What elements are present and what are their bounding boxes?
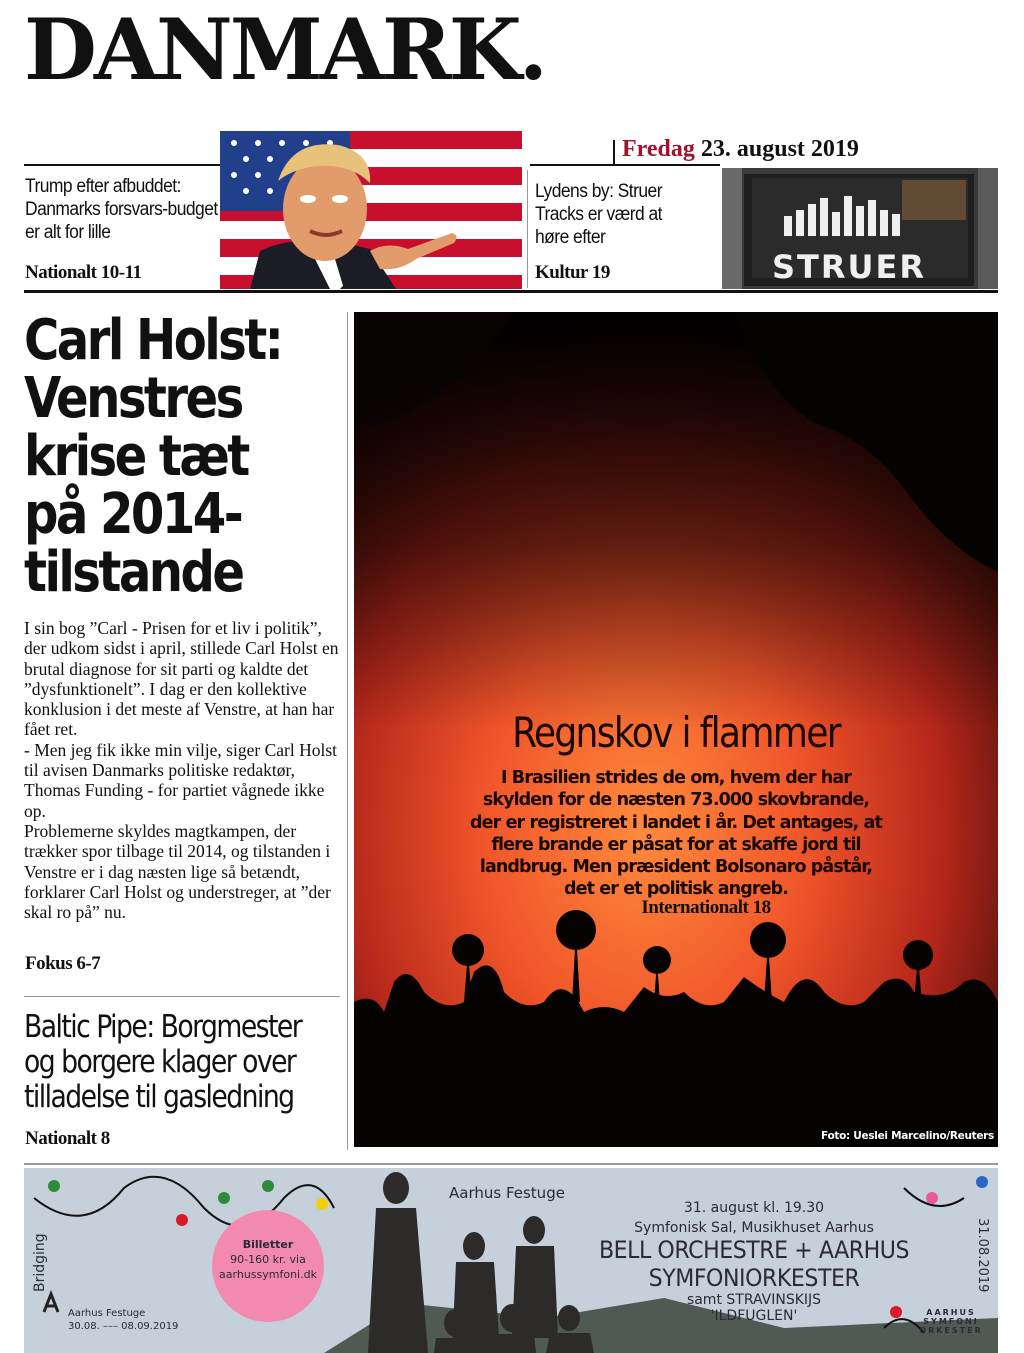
lead-ref: Fokus 6-7 xyxy=(25,953,101,974)
orchestra-logo-line: ORKESTER xyxy=(919,1326,983,1335)
feature-title[interactable]: Regnskov i flammer xyxy=(512,708,840,757)
struer-sign: STRUER xyxy=(772,248,926,286)
ad-title-line1: BELL ORCHESTRE + AARHUS xyxy=(598,1236,910,1264)
masthead-title: DANMARK. xyxy=(24,0,546,99)
lead-headline-line: Venstres xyxy=(24,366,242,431)
teaser-rule-right xyxy=(530,164,720,166)
dateline-date: 23. august 2019 xyxy=(700,136,859,162)
secondary-headline[interactable] xyxy=(24,1010,359,1115)
lead-paragraph: - Men jeg fik ikke min vilje, siger Carl Holst til avisen Danmarks politiske redaktør, Thomas Funding - for partiet vågnede ikke op. xyxy=(24,739,338,821)
orchestra-logo-line: AARHUS xyxy=(926,1308,976,1317)
column-separator xyxy=(347,312,348,1150)
ad-festival-dates: 30.08. ––– 08.09.2019 xyxy=(68,1321,179,1332)
feature-ref: Internationalt 18 xyxy=(641,897,771,918)
concert-advertisement[interactable] xyxy=(24,1168,998,1353)
ad-vertical-date: 31.08.2019 xyxy=(975,1218,990,1293)
lead-body xyxy=(24,618,344,922)
ad-festival-logo: Aarhus Festuge xyxy=(68,1308,146,1319)
ad-when: 31. august kl. 19.30 xyxy=(683,1200,825,1216)
teaser-separator xyxy=(527,170,528,288)
orchestra-logo xyxy=(919,1308,983,1335)
lead-headline-line: tilstande xyxy=(24,540,243,605)
secondary-headline-line: og borgere klager over xyxy=(24,1044,296,1080)
dateline-day: Fredag xyxy=(622,136,695,162)
lead-headline[interactable] xyxy=(24,308,344,605)
secondary-headline-line: tilladelse til gasledning xyxy=(24,1079,294,1115)
ad-tickets-title: Billetter xyxy=(242,1238,294,1251)
ad-venue: Symfonisk Sal, Musikhuset Aarhus xyxy=(634,1220,874,1236)
ad-top-label: Aarhus Festuge xyxy=(449,1184,565,1202)
lead-headline-line: krise tæt xyxy=(24,424,248,489)
ad-side-label: Bridging xyxy=(32,1233,48,1292)
section-rule xyxy=(24,290,998,293)
ad-vertical-date-wrap xyxy=(974,1218,994,1318)
lead-paragraph: I sin bog ”Carl - Prisen for et liv i politik”, der udkom sidst i april, stillede Carl Holst en brutal diagnose for sit parti og kaldte det ”dysfunktionelt”. I dag er den kollektive konklusion i det meste af Venstre, at han har fået ret. xyxy=(24,618,339,740)
teaser-trump-ref: Nationalt 10-11 xyxy=(25,262,142,283)
secondary-ref: Nationalt 8 xyxy=(25,1128,110,1149)
teaser-trump-text[interactable]: Trump efter afbuddet: Danmarks forsvars-budget er alt for lille xyxy=(25,176,218,243)
left-column-rule xyxy=(24,996,340,997)
ad-tickets-price: 90-160 kr. via xyxy=(230,1253,306,1266)
ad-sub-line2: 'ILDFUGLEN' xyxy=(710,1308,798,1324)
ad-side-label-wrap xyxy=(30,1226,54,1296)
feature-description: I Brasilien strides de om, hvem der har skylden for de næsten 73.000 skovbrande, der er registreret i landet i år. Det antages, at flere brande er påsat for at skaffe jord til landbrug. Men præsident Bolsonaro påstår, det er et politisk angreb. xyxy=(470,768,882,900)
date-divider xyxy=(613,140,615,164)
ad-rule xyxy=(24,1163,998,1165)
dateline xyxy=(622,136,859,163)
photo-credit: Foto: Ueslei Marcelino/Reuters xyxy=(821,1130,994,1142)
ad-sub-line1: samt STRAVINSKIJS xyxy=(686,1292,822,1308)
ad-title-line2: SYMFONIORKESTER xyxy=(648,1264,860,1292)
lead-headline-line: på 2014- xyxy=(24,482,242,547)
struer-photo xyxy=(722,168,998,289)
orchestra-logo-line: SYMFONI xyxy=(923,1317,979,1326)
teaser-struer-ref: Kultur 19 xyxy=(535,262,610,283)
teaser-struer-text[interactable]: Lydens by: Struer Tracks er værd at høre efter xyxy=(535,181,662,248)
trump-photo xyxy=(220,131,522,289)
ad-tickets-url[interactable]: aarhussymfoni.dk xyxy=(219,1268,317,1281)
teaser-rule-left xyxy=(24,164,220,166)
lead-headline-line: Carl Holst: xyxy=(24,308,282,373)
secondary-headline-line: Baltic Pipe: Borgmester xyxy=(24,1009,302,1045)
lead-paragraph: Problemerne skyldes magtkampen, der trækker spor tilbage til 2014, og tilstanden i Venstre er i dag næsten lige så betændt, forklarer Carl Holst og understreger, at ”der skal ro på” nu. xyxy=(24,820,331,923)
